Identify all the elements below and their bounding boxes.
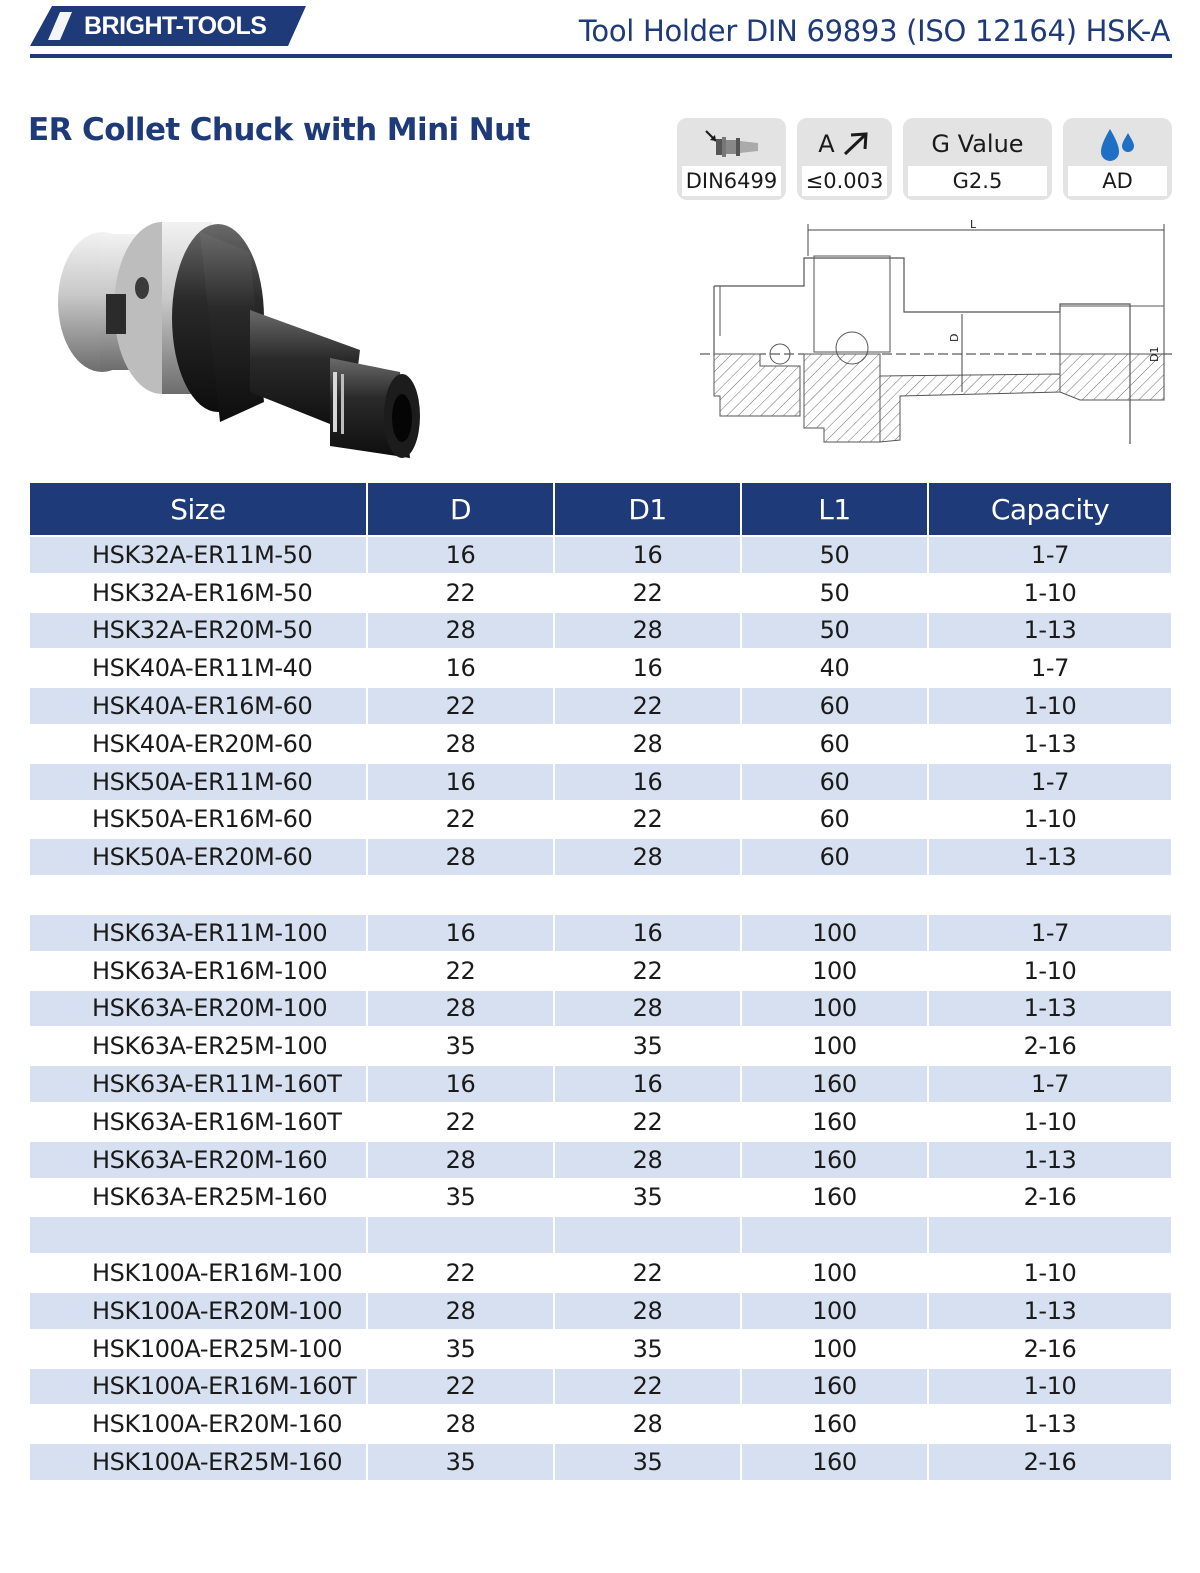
cell-capacity: 1-13	[928, 990, 1171, 1028]
cell-size: HSK40A-ER20M-60	[30, 725, 367, 763]
cell-d: 22	[367, 687, 554, 725]
cell-size	[30, 876, 367, 914]
cell-d: 28	[367, 990, 554, 1028]
cell-d: 22	[367, 1103, 554, 1141]
cell-d: 22	[367, 952, 554, 990]
cell-d: 16	[367, 914, 554, 952]
cell-capacity: 1-13	[928, 1141, 1171, 1179]
table-row	[30, 1103, 1171, 1141]
table-row	[30, 574, 1171, 612]
cell-d1: 22	[554, 1368, 741, 1406]
table-row	[30, 1292, 1171, 1330]
spec-label-g-value: G Value	[931, 130, 1024, 158]
cell-d1: 28	[554, 990, 741, 1028]
cell-size: HSK50A-ER11M-60	[30, 763, 367, 801]
cell-l1: 60	[741, 725, 928, 763]
table-row	[30, 725, 1171, 763]
cell-d: 16	[367, 536, 554, 574]
dimension-label-d1: D1	[1148, 346, 1161, 362]
table-row	[30, 990, 1171, 1028]
cell-d	[367, 876, 554, 914]
table-row	[30, 1027, 1171, 1065]
cell-d1: 22	[554, 687, 741, 725]
cell-capacity: 2-16	[928, 1330, 1171, 1368]
cell-capacity: 1-10	[928, 801, 1171, 839]
spec-value-coolant: AD	[1068, 166, 1167, 196]
cell-size: HSK63A-ER25M-160	[30, 1179, 367, 1217]
cell-size: HSK63A-ER20M-100	[30, 990, 367, 1028]
cell-l1: 160	[741, 1103, 928, 1141]
table-header-row	[30, 483, 1171, 536]
cell-capacity: 1-7	[928, 914, 1171, 952]
cell-capacity	[928, 876, 1171, 914]
cell-capacity: 2-16	[928, 1027, 1171, 1065]
cell-capacity	[928, 1216, 1171, 1254]
cell-size: HSK40A-ER16M-60	[30, 687, 367, 725]
table-row	[30, 1254, 1171, 1292]
cell-d1: 22	[554, 1103, 741, 1141]
column-header-d1: D1	[554, 483, 741, 536]
cell-size: HSK100A-ER20M-160	[30, 1405, 367, 1443]
cell-capacity: 2-16	[928, 1443, 1171, 1480]
cell-l1	[741, 1216, 928, 1254]
document-title: Tool Holder DIN 69893 (ISO 12164) HSK-A	[578, 14, 1170, 48]
cell-d1: 35	[554, 1443, 741, 1480]
cell-l1: 100	[741, 1330, 928, 1368]
cell-capacity: 1-7	[928, 649, 1171, 687]
cell-size: HSK63A-ER16M-100	[30, 952, 367, 990]
cell-d: 28	[367, 1292, 554, 1330]
table-row	[30, 763, 1171, 801]
cell-capacity: 1-10	[928, 1368, 1171, 1406]
cell-d: 35	[367, 1443, 554, 1480]
dimension-label-l: L	[970, 218, 977, 231]
cell-size: HSK50A-ER16M-60	[30, 801, 367, 839]
cell-d: 28	[367, 612, 554, 650]
spec-card-collet-standard	[677, 118, 786, 200]
cell-l1: 100	[741, 1254, 928, 1292]
cell-l1: 100	[741, 1027, 928, 1065]
cell-l1: 160	[741, 1368, 928, 1406]
cell-d: 35	[367, 1179, 554, 1217]
cell-capacity: 1-13	[928, 1292, 1171, 1330]
cell-d1: 28	[554, 1141, 741, 1179]
product-photo	[50, 222, 430, 468]
cell-size: HSK63A-ER11M-160T	[30, 1065, 367, 1103]
cell-l1: 50	[741, 536, 928, 574]
cell-l1: 160	[741, 1179, 928, 1217]
cell-capacity: 1-13	[928, 838, 1171, 876]
cell-l1: 160	[741, 1065, 928, 1103]
product-title: ER Collet Chuck with Mini Nut	[28, 112, 530, 148]
cell-d: 22	[367, 574, 554, 612]
cell-l1: 60	[741, 838, 928, 876]
brand-logo	[30, 6, 306, 46]
column-header-capacity: Capacity	[928, 483, 1171, 536]
table-row	[30, 649, 1171, 687]
table-row	[30, 1179, 1171, 1217]
cell-d1: 28	[554, 612, 741, 650]
cell-d1: 16	[554, 914, 741, 952]
cell-d1: 22	[554, 801, 741, 839]
cell-l1: 50	[741, 574, 928, 612]
cell-d1: 22	[554, 952, 741, 990]
spec-card-runout	[797, 118, 892, 200]
cell-d1: 16	[554, 1065, 741, 1103]
cell-size: HSK32A-ER11M-50	[30, 536, 367, 574]
cell-size: HSK63A-ER25M-100	[30, 1027, 367, 1065]
cell-l1: 100	[741, 952, 928, 990]
cell-l1: 100	[741, 990, 928, 1028]
cell-size: HSK63A-ER11M-100	[30, 914, 367, 952]
cell-d1: 22	[554, 574, 741, 612]
table-row	[30, 687, 1171, 725]
cell-capacity: 1-7	[928, 763, 1171, 801]
cell-d: 16	[367, 649, 554, 687]
table-row	[30, 1443, 1171, 1480]
cell-d: 22	[367, 1368, 554, 1406]
header-divider	[30, 54, 1172, 58]
cell-size: HSK100A-ER16M-100	[30, 1254, 367, 1292]
table-row	[30, 1368, 1171, 1406]
cell-capacity: 1-13	[928, 725, 1171, 763]
cell-d: 28	[367, 1141, 554, 1179]
cell-d: 35	[367, 1330, 554, 1368]
table-spacer-row	[30, 876, 1171, 914]
cell-size: HSK63A-ER20M-160	[30, 1141, 367, 1179]
column-header-d: D	[367, 483, 554, 536]
spec-card-coolant	[1063, 118, 1172, 200]
cell-size: HSK100A-ER25M-160	[30, 1443, 367, 1480]
table-row	[30, 952, 1171, 990]
cell-l1: 100	[741, 1292, 928, 1330]
table-row	[30, 801, 1171, 839]
coolant-drops-icon	[1098, 125, 1138, 163]
cell-capacity: 1-10	[928, 687, 1171, 725]
cell-capacity: 2-16	[928, 1179, 1171, 1217]
cell-size: HSK100A-ER20M-100	[30, 1292, 367, 1330]
cell-d1: 35	[554, 1027, 741, 1065]
cell-capacity: 1-13	[928, 1405, 1171, 1443]
cell-d1: 28	[554, 838, 741, 876]
technical-drawing	[700, 216, 1172, 460]
cell-d: 22	[367, 1254, 554, 1292]
cell-size: HSK40A-ER11M-40	[30, 649, 367, 687]
runout-arrow-icon	[841, 131, 871, 157]
cell-d1: 16	[554, 763, 741, 801]
cell-d1	[554, 876, 741, 914]
cell-capacity: 1-10	[928, 1254, 1171, 1292]
cell-capacity: 1-7	[928, 1065, 1171, 1103]
table-row	[30, 1141, 1171, 1179]
cell-size: HSK100A-ER16M-160T	[30, 1368, 367, 1406]
cell-d1: 35	[554, 1179, 741, 1217]
cell-d: 28	[367, 725, 554, 763]
table-row	[30, 914, 1171, 952]
cell-capacity: 1-10	[928, 574, 1171, 612]
cell-d1: 28	[554, 725, 741, 763]
table-row	[30, 612, 1171, 650]
cell-l1: 160	[741, 1141, 928, 1179]
cell-l1: 40	[741, 649, 928, 687]
cell-l1: 160	[741, 1443, 928, 1480]
cell-l1: 60	[741, 801, 928, 839]
cell-l1	[741, 876, 928, 914]
cell-capacity: 1-10	[928, 1103, 1171, 1141]
cell-capacity: 1-7	[928, 536, 1171, 574]
spec-value-g-value: G2.5	[908, 166, 1047, 196]
cell-l1: 100	[741, 914, 928, 952]
cell-d: 22	[367, 801, 554, 839]
cell-d: 16	[367, 763, 554, 801]
cell-d: 16	[367, 1065, 554, 1103]
cell-d1: 28	[554, 1405, 741, 1443]
cell-capacity: 1-10	[928, 952, 1171, 990]
cell-size: HSK32A-ER16M-50	[30, 574, 367, 612]
cell-d	[367, 1216, 554, 1254]
cell-l1: 50	[741, 612, 928, 650]
specification-table	[30, 483, 1171, 1480]
cell-size: HSK63A-ER16M-160T	[30, 1103, 367, 1141]
table-row	[30, 1405, 1171, 1443]
collet-standard-icon	[702, 127, 762, 161]
spec-card-g-value	[903, 118, 1052, 200]
cell-size: HSK32A-ER20M-50	[30, 612, 367, 650]
dimension-label-d: D	[948, 333, 961, 342]
cell-l1: 60	[741, 687, 928, 725]
table-spacer-row	[30, 1216, 1171, 1254]
cell-d1: 28	[554, 1292, 741, 1330]
cell-d1: 22	[554, 1254, 741, 1292]
table-row	[30, 838, 1171, 876]
cell-size: HSK100A-ER25M-100	[30, 1330, 367, 1368]
cell-l1: 60	[741, 763, 928, 801]
cell-d1: 35	[554, 1330, 741, 1368]
table-row	[30, 1065, 1171, 1103]
cell-d: 28	[367, 838, 554, 876]
cell-d1: 16	[554, 536, 741, 574]
cell-d: 35	[367, 1027, 554, 1065]
table-row	[30, 1330, 1171, 1368]
cell-size: HSK50A-ER20M-60	[30, 838, 367, 876]
brand-name: BRIGHT-TOOLS	[84, 12, 267, 40]
table-body	[30, 536, 1171, 1480]
table-row	[30, 536, 1171, 574]
column-header-l1: L1	[741, 483, 928, 536]
cell-d1: 16	[554, 649, 741, 687]
spec-value-collet-standard: DIN6499	[682, 166, 781, 196]
cell-capacity: 1-13	[928, 612, 1171, 650]
spec-label-runout: A	[818, 130, 835, 158]
spec-value-runout: ≤0.003	[802, 166, 887, 196]
cell-d1	[554, 1216, 741, 1254]
column-header-size: Size	[30, 483, 367, 536]
cell-d: 28	[367, 1405, 554, 1443]
cell-l1: 160	[741, 1405, 928, 1443]
cell-size	[30, 1216, 367, 1254]
